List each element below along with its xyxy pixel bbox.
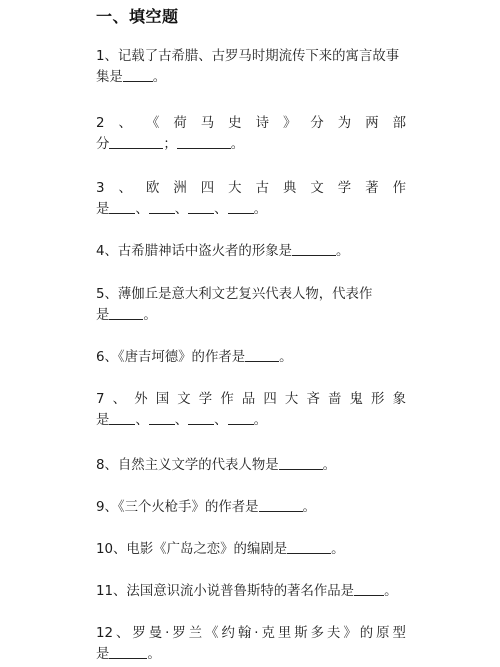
question-line xyxy=(96,113,406,134)
question-text: 、 xyxy=(174,413,189,428)
question-text: ； xyxy=(163,137,177,152)
question-line xyxy=(96,305,406,326)
question-char: 啬 xyxy=(327,392,342,407)
answer-blank[interactable] xyxy=(259,497,303,512)
question-text: 。 xyxy=(322,458,336,473)
question-text: 、 xyxy=(214,202,228,217)
answer-blank[interactable] xyxy=(109,644,147,659)
question-char: 》 xyxy=(282,116,297,131)
question-char: 外 xyxy=(134,392,148,407)
question-char: 大 xyxy=(284,392,299,407)
answer-blank[interactable] xyxy=(109,305,143,320)
question-char: 四 xyxy=(263,392,277,407)
question-text: 分 xyxy=(96,137,110,152)
question-text: 、 xyxy=(174,202,189,217)
question-char: 作 xyxy=(392,181,406,196)
question-char: 翰 xyxy=(237,626,252,641)
question-char: 罗 xyxy=(172,626,186,641)
question-char: 兰 xyxy=(188,626,203,641)
question-line xyxy=(96,199,406,220)
answer-blank[interactable] xyxy=(177,134,231,149)
question-item xyxy=(96,284,406,326)
question-line xyxy=(96,134,406,155)
answer-blank[interactable] xyxy=(109,199,135,214)
question-char: 、 xyxy=(112,392,127,407)
question-char: 多 xyxy=(310,626,325,641)
question-char: 形 xyxy=(371,392,385,407)
question-text: 。 xyxy=(152,70,167,85)
answer-blank[interactable] xyxy=(228,199,254,214)
question-char: 大 xyxy=(228,181,242,196)
question-char: 文 xyxy=(177,392,191,407)
question-text: 、 xyxy=(214,413,228,428)
question-char: 》 xyxy=(343,626,357,641)
question-char: 的 xyxy=(359,626,374,641)
question-text: 。 xyxy=(384,584,398,599)
question-line xyxy=(96,178,406,199)
question-text: 集是 xyxy=(96,70,123,85)
question-char: 罗 xyxy=(132,626,146,641)
question-text: 5、薄伽丘是意大利文艺复兴代表人物，代表作 xyxy=(96,287,373,302)
question-text: 4、古希腊神话中盗火者的形象是 xyxy=(96,244,292,259)
question-text: 。 xyxy=(279,350,293,365)
question-text: 。 xyxy=(331,542,345,557)
question-item xyxy=(96,347,406,368)
question-char: 文 xyxy=(310,181,324,196)
question-char: · xyxy=(254,626,259,641)
question-text: 。 xyxy=(147,647,161,662)
question-line xyxy=(96,539,406,560)
question-char: 著 xyxy=(365,181,379,196)
answer-blank[interactable] xyxy=(149,410,175,425)
question-char: 国 xyxy=(155,392,170,407)
question-char: 作 xyxy=(220,392,234,407)
question-text: 9、《三个火枪手》的作者是 xyxy=(96,500,259,515)
question-char: 马 xyxy=(200,116,215,131)
question-char: 古 xyxy=(255,181,269,196)
question-text: 1、记载了古希腊、古罗马时期流传下来的寓言故事 xyxy=(96,49,400,64)
question-item xyxy=(96,455,406,476)
question-char: 诗 xyxy=(255,116,269,131)
question-line xyxy=(96,455,406,476)
question-char: 史 xyxy=(228,116,242,131)
question-line xyxy=(96,581,406,602)
answer-blank[interactable] xyxy=(149,199,175,214)
question-line xyxy=(96,67,406,88)
question-line xyxy=(96,347,406,368)
question-char: 象 xyxy=(392,392,406,407)
question-char: 、 xyxy=(116,626,130,641)
question-char: · xyxy=(165,626,170,641)
question-char: 12 xyxy=(96,626,114,641)
question-char: 学 xyxy=(337,181,352,196)
question-text: 。 xyxy=(230,137,245,152)
question-char: 夫 xyxy=(327,626,341,641)
question-item xyxy=(96,623,406,665)
section-title: 一、填空题 xyxy=(96,7,179,26)
question-char: 学 xyxy=(198,392,213,407)
question-text: 。 xyxy=(253,413,267,428)
question-line xyxy=(96,284,406,305)
question-text: 、 xyxy=(135,413,149,428)
question-char: 分 xyxy=(310,116,324,131)
question-char: 部 xyxy=(392,116,406,131)
question-line xyxy=(96,389,406,410)
question-text: 是 xyxy=(96,202,110,217)
question-char: 荷 xyxy=(173,116,187,131)
question-line xyxy=(96,623,406,644)
question-char: 吝 xyxy=(306,392,320,407)
question-item xyxy=(96,389,406,431)
question-char: 、 xyxy=(118,116,132,131)
question-char: 品 xyxy=(241,392,256,407)
question-char: 里 xyxy=(277,626,292,641)
question-item xyxy=(96,497,406,518)
answer-blank[interactable] xyxy=(123,67,153,82)
question-text: 。 xyxy=(253,202,267,217)
question-char: 7 xyxy=(96,392,105,407)
question-text: 是 xyxy=(96,413,110,428)
question-char: 斯 xyxy=(294,626,308,641)
question-char: 2 xyxy=(96,116,105,131)
question-char: 《 xyxy=(205,626,219,641)
answer-blank[interactable] xyxy=(188,410,214,425)
question-char: 两 xyxy=(365,116,379,131)
question-char: 型 xyxy=(392,626,406,641)
answer-blank[interactable] xyxy=(245,347,279,362)
question-text: 。 xyxy=(336,244,350,259)
answer-blank[interactable] xyxy=(109,134,163,149)
question-char: 鬼 xyxy=(349,392,363,407)
question-text: 6、《唐吉坷德》的作者是 xyxy=(96,350,246,365)
question-text: 是 xyxy=(96,308,110,323)
question-char: 约 xyxy=(221,626,235,641)
answer-blank[interactable] xyxy=(287,539,331,554)
answer-blank[interactable] xyxy=(228,410,254,425)
question-text: 8、自然主义文学的代表人物是 xyxy=(96,458,279,473)
question-char: 曼 xyxy=(148,626,163,641)
question-text: 10、电影《广岛之恋》的编剧是 xyxy=(96,542,288,557)
question-char: 《 xyxy=(145,116,160,131)
question-char: 3 xyxy=(96,181,105,196)
question-char: 四 xyxy=(200,181,215,196)
answer-blank[interactable] xyxy=(188,199,214,214)
question-item xyxy=(96,46,406,88)
question-item xyxy=(96,113,406,155)
question-line xyxy=(96,410,406,431)
answer-blank[interactable] xyxy=(292,241,336,256)
question-text: 是 xyxy=(96,647,110,662)
question-char: 原 xyxy=(376,626,390,641)
question-char: 克 xyxy=(261,626,275,641)
question-char: 洲 xyxy=(173,181,187,196)
question-text: 、 xyxy=(135,202,149,217)
question-char: 、 xyxy=(118,181,132,196)
question-line xyxy=(96,241,406,262)
question-text: 11、法国意识流小说普鲁斯特的著名作品是 xyxy=(96,584,355,599)
question-item xyxy=(96,178,406,220)
question-line xyxy=(96,46,406,67)
answer-blank[interactable] xyxy=(279,455,323,470)
answer-blank[interactable] xyxy=(109,410,135,425)
question-item xyxy=(96,539,406,560)
answer-blank[interactable] xyxy=(354,581,384,596)
question-line xyxy=(96,497,406,518)
question-text: 。 xyxy=(143,308,157,323)
question-text: 。 xyxy=(302,500,316,515)
question-char: 欧 xyxy=(145,181,160,196)
question-item xyxy=(96,241,406,262)
question-char: 典 xyxy=(282,181,297,196)
question-char: 为 xyxy=(337,116,352,131)
question-item xyxy=(96,581,406,602)
question-line xyxy=(96,644,406,665)
